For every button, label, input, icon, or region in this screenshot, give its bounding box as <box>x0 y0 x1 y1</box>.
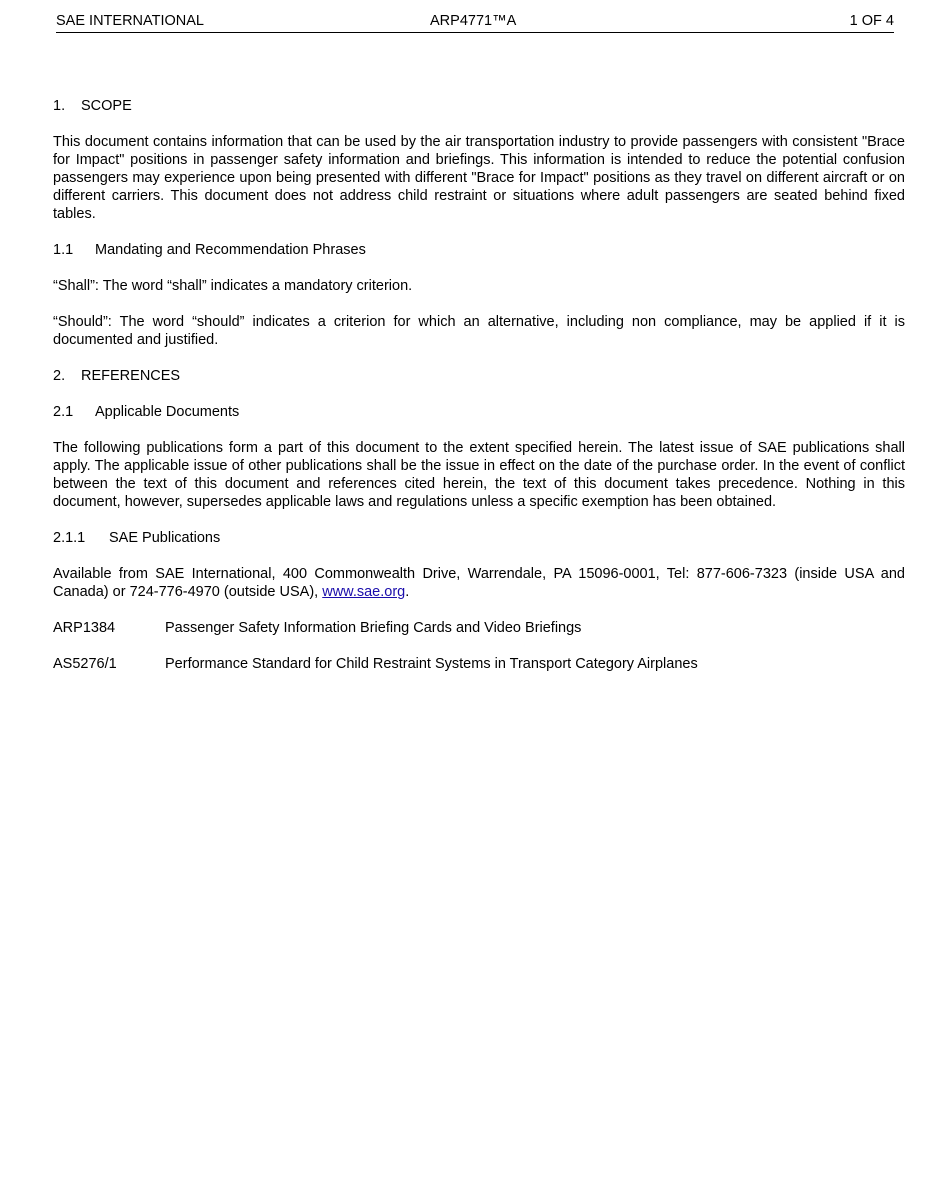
reference-title: Performance Standard for Child Restraint Systems in Transport Category Airplanes <box>165 656 698 672</box>
page-header <box>56 12 894 33</box>
header-document-id: ARP4771™A <box>430 13 517 29</box>
should-definition: “Should”: The word “should” indicates a criterion for which an alternative, including non compliance, may be applied if it is documented and justified. <box>53 314 905 348</box>
section-title: SAE Publications <box>109 530 221 546</box>
section-heading-references <box>53 367 905 385</box>
document-body <box>53 97 905 691</box>
section-number: 2.1.1 <box>53 530 86 546</box>
availability-text: Available from SAE International, 400 Commonwealth Drive, Warrendale, PA 15096-0001, Tel: 877-606-7323 (inside USA and Canada) or 724-776-4970 (outside USA), <box>53 566 905 600</box>
section-title: Mandating and Recommendation Phrases <box>95 242 366 258</box>
section-heading-sae-publications <box>53 529 905 547</box>
section-number: 2.1 <box>53 404 74 420</box>
section-number: 2. <box>53 368 66 384</box>
applicable-documents-paragraph: The following publications form a part of this document to the extent specified herein. The latest issue of SAE publications shall apply. The applicable issue of other publications shall be the issue in effect on the date of the purchase order. In the event of conflict between the text of this document and references cited herein, the text of this document takes precedence. Nothing in this document, however, supersedes applicable laws and regulations unless a specific exemption has been obtained. <box>53 440 905 510</box>
sae-website-link[interactable]: www.sae.org <box>322 584 406 600</box>
reference-title: Passenger Safety Information Briefing Cards and Video Briefings <box>165 620 582 636</box>
section-heading-applicable-documents <box>53 403 905 421</box>
reference-code: AS5276/1 <box>53 656 117 672</box>
reference-entry <box>53 619 905 637</box>
shall-definition: “Shall”: The word “shall” indicates a mandatory criterion. <box>53 278 413 294</box>
section-title: SCOPE <box>81 98 132 114</box>
reference-code: ARP1384 <box>53 620 116 636</box>
sae-availability-paragraph <box>53 565 905 601</box>
section-title: REFERENCES <box>81 368 181 384</box>
section-number: 1.1 <box>53 242 74 258</box>
scope-paragraph: This document contains information that can be used by the air transportation industry to provide passengers with consistent "Brace for Impact" positions in passenger safety information and briefings. This information is intended to reduce the potential confusion passengers may experience upon being presented with different "Brace for Impact" positions as they travel on different aircraft or on different carriers. This document does not address child restraint or situations where adult passengers are seated behind fixed tables. <box>53 134 905 222</box>
header-page-number: 1 OF 4 <box>849 13 894 29</box>
section-heading-mandating <box>53 241 905 259</box>
availability-text-end: . <box>405 584 410 600</box>
section-title: Applicable Documents <box>95 404 240 420</box>
header-organization: SAE INTERNATIONAL <box>56 13 204 29</box>
section-number: 1. <box>53 98 66 114</box>
reference-entry <box>53 655 905 673</box>
section-heading-scope <box>53 97 905 115</box>
